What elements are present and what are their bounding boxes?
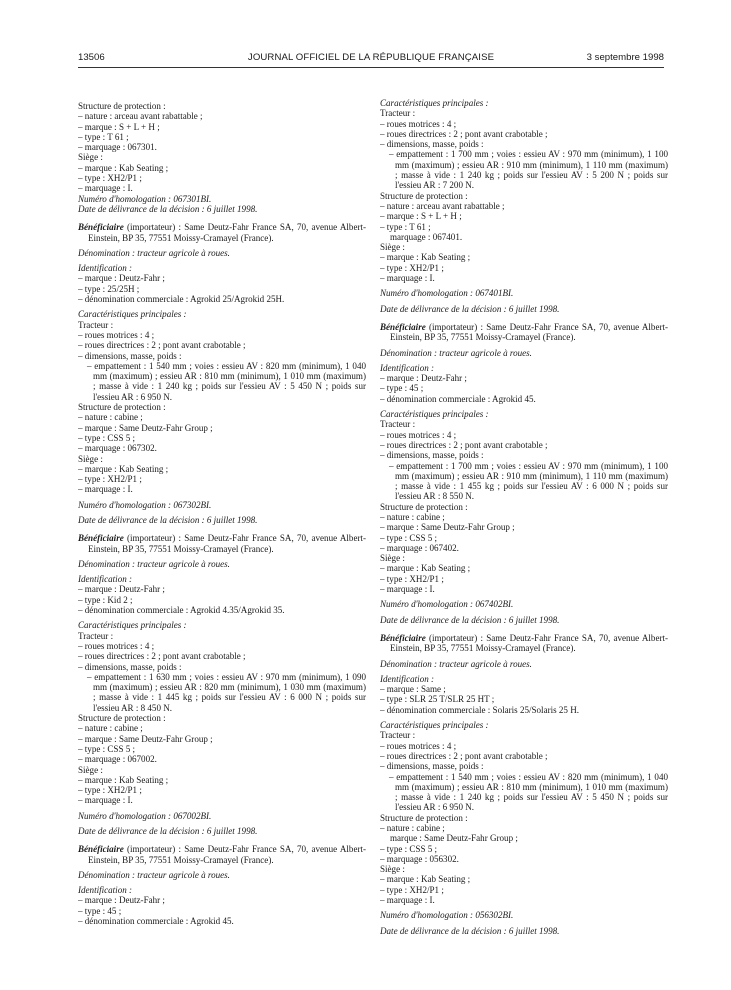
list-item: – marquage : I. xyxy=(380,273,435,284)
list-item: – type : CSS 5 ; xyxy=(78,743,136,754)
list-item: – dimensions, masse, poids : xyxy=(78,350,182,361)
decision-date: Date de délivrance de la décision : 6 juillet 1998. xyxy=(78,514,258,525)
homologation-number: Numéro d'homologation : 067402BI. xyxy=(380,599,514,610)
list-item: – nature : cabine ; xyxy=(380,511,445,522)
list-item: – marquage : 067002. xyxy=(78,754,157,765)
beneficiary-label: Bénéficiaire xyxy=(78,222,124,233)
tractor-heading: Tracteur : xyxy=(380,419,416,430)
denomination: Dénomination : tracteur agricole à roues. xyxy=(78,869,230,880)
beneficiary-text: (importateur) : Same Deutz-Fahr France SA, 70, avenue Albert-Einstein, BP 35, 77551 Moissy-Cramayel (France). xyxy=(390,632,668,654)
list-item: – type : XH2/P1 ; xyxy=(78,474,142,485)
characteristics-heading: Caractéristiques principales : xyxy=(380,720,489,731)
list-item: – marque : Kab Seating ; xyxy=(78,774,169,785)
list-item: – marque : Same ; xyxy=(380,684,446,695)
list-item: – marque : Deutz-Fahr ; xyxy=(380,373,467,384)
identification-heading: Identification : xyxy=(78,574,133,585)
beneficiary-label: Bénéficiaire xyxy=(380,321,426,332)
list-item: – type : CSS 5 ; xyxy=(78,432,136,443)
characteristics-heading: Caractéristiques principales : xyxy=(380,409,489,420)
list-item: – marque : Same Deutz-Fahr Group ; xyxy=(380,522,515,533)
dimensions-detail: – empattement : 1 540 mm ; voies : essieu AV : 820 mm (minimum), 1 040 mm (maximum) ; essieu AR : 810 mm (minimum), 1 010 mm (maximum) ; masse à vide : 1 240 kg ; poids sur l'essieu AV : 5 450 N ; poids sur l'essieu AR : 6 950 N. xyxy=(389,771,668,813)
list-item: – type : SLR 25 T/SLR 25 HT ; xyxy=(380,694,495,705)
characteristics-heading: Caractéristiques principales : xyxy=(78,620,187,631)
list-item: – marque : Kab Seating ; xyxy=(380,252,471,263)
list-item: – type : XH2/P1 ; xyxy=(78,173,142,184)
denomination: Dénomination : tracteur agricole à roues. xyxy=(380,347,532,358)
page-header xyxy=(78,52,664,66)
header-rule xyxy=(78,67,664,68)
tractor-heading: Tracteur : xyxy=(78,630,114,641)
notice-block xyxy=(380,633,668,936)
beneficiary xyxy=(78,844,366,865)
characteristics-heading: Caractéristiques principales : xyxy=(78,309,187,320)
list-item: – dénomination commerciale : Agrokid 45. xyxy=(380,393,536,404)
list-item: – dimensions, masse, poids : xyxy=(380,450,484,461)
list-item: – marque : S + L + H ; xyxy=(380,211,462,222)
decision-date: Date de délivrance de la décision : 6 juillet 1998. xyxy=(380,614,560,625)
tractor-heading: Tracteur : xyxy=(380,108,416,119)
protection-heading: Structure de protection : xyxy=(78,402,166,413)
list-item: – type : 25/25H ; xyxy=(78,283,140,294)
right-column xyxy=(380,98,668,936)
notice-block xyxy=(78,101,366,214)
denomination: Dénomination : tracteur agricole à roues. xyxy=(380,658,532,669)
list-item: – roues directrices : 2 ; pont avant crabotable ; xyxy=(380,128,548,139)
list-item: – marquage : 067301. xyxy=(78,142,157,153)
decision-date: Date de délivrance de la décision : 6 juillet 1998. xyxy=(380,303,560,314)
list-item: – type : CSS 5 ; xyxy=(380,532,438,543)
list-item: – marquage : I. xyxy=(78,795,133,806)
decision-date: Date de délivrance de la décision : 6 juillet 1998. xyxy=(380,925,560,936)
notice-block xyxy=(380,98,668,314)
seat-heading: Siège : xyxy=(380,553,405,564)
beneficiary xyxy=(380,633,668,654)
list-item: – marque : Kab Seating ; xyxy=(78,463,169,474)
list-item: – roues motrices : 4 ; xyxy=(380,740,457,751)
denomination: Dénomination : tracteur agricole à roues. xyxy=(78,247,230,258)
dimensions-detail: – empattement : 1 630 mm ; voies : essieu AV : 970 mm (minimum), 1 090 mm (maximum) ; essieu AR : 820 mm (minimum), 1 030 mm (maximum) ; masse à vide : 1 445 kg ; poids sur l'essieu AV : 6 000 N ; poids sur l'essieu AR : 8 450 N. xyxy=(87,671,366,713)
notice-block xyxy=(78,222,366,525)
homologation-number: Numéro d'homologation : 067301BI. xyxy=(78,193,212,204)
identification-heading: Identification : xyxy=(380,362,435,373)
tractor-heading: Tracteur : xyxy=(78,319,114,330)
list-item: – dénomination commerciale : Agrokid 25/Agrokid 25H. xyxy=(78,294,285,305)
beneficiary xyxy=(78,222,366,243)
list-item: – type : XH2/P1 ; xyxy=(380,884,444,895)
list-item: – type : XH2/P1 ; xyxy=(380,573,444,584)
protection-heading: Structure de protection : xyxy=(380,190,468,201)
list-item: – dénomination commerciale : Solaris 25/Solaris 25 H. xyxy=(380,704,579,715)
dimensions-detail: – empattement : 1 700 mm ; voies : essieu AV : 970 mm (minimum), 1 100 mm (maximum) ; essieu AR : 910 mm (minimum), 1 110 mm (maximum) ; masse à vide : 1 240 kg ; poids sur l'essieu AV : 5 200 N ; poids sur l'essieu AR : 7 200 N. xyxy=(389,149,668,191)
notice-block xyxy=(78,844,366,926)
journal-title: JOURNAL OFFICIEL DE LA RÉPUBLIQUE FRANÇAISE xyxy=(247,52,495,63)
beneficiary-label: Bénéficiaire xyxy=(78,844,124,855)
list-item: – marque : Kab Seating ; xyxy=(380,563,471,574)
list-item: – type : CSS 5 ; xyxy=(380,843,438,854)
list-item: – roues directrices : 2 ; pont avant crabotable ; xyxy=(380,439,548,450)
list-item: marquage : 067401. xyxy=(390,231,463,242)
identification-heading: Identification : xyxy=(380,673,435,684)
homologation-number: Numéro d'homologation : 067302BI. xyxy=(78,499,212,510)
list-item: – marquage : I. xyxy=(380,895,435,906)
list-item: – marque : Kab Seating ; xyxy=(380,874,471,885)
notice-block xyxy=(78,533,366,836)
list-item: – type : T 61 ; xyxy=(380,221,431,232)
list-item: – marque : Deutz-Fahr ; xyxy=(78,273,165,284)
list-item: – nature : arceau avant rabattable ; xyxy=(78,111,203,122)
list-item: – roues directrices : 2 ; pont avant crabotable ; xyxy=(78,651,246,662)
list-item: – dénomination commerciale : Agrokid 4.35/Agrokid 35. xyxy=(78,605,285,616)
seat-heading: Siège : xyxy=(78,453,103,464)
list-item: – roues motrices : 4 ; xyxy=(380,118,457,129)
list-item: – nature : arceau avant rabattable ; xyxy=(380,200,505,211)
seat-heading: Siège : xyxy=(78,152,103,163)
dimensions-detail: – empattement : 1 700 mm ; voies : essieu AV : 970 mm (minimum), 1 100 mm (maximum) ; essieu AR : 910 mm (minimum), 1 110 mm (maximum) ; masse à vide : 1 455 kg ; poids sur l'essieu AV : 6 000 N ; poids sur l'essieu AR : 8 550 N. xyxy=(389,460,668,502)
list-item: – marque : Same Deutz-Fahr Group ; xyxy=(78,733,213,744)
homologation-number: Numéro d'homologation : 067002BI. xyxy=(78,810,212,821)
issue-date: 3 septembre 1998 xyxy=(586,52,664,63)
denomination: Dénomination : tracteur agricole à roues. xyxy=(78,558,230,569)
tractor-heading: Tracteur : xyxy=(380,730,416,741)
notice-block xyxy=(380,322,668,625)
beneficiary xyxy=(78,533,366,554)
beneficiary-text: (importateur) : Same Deutz-Fahr France SA, 70, avenue Albert-Einstein, BP 35, 77551 Moissy-Cramayel (France). xyxy=(390,321,668,343)
list-item: – type : 45 ; xyxy=(380,383,424,394)
list-item: – roues motrices : 4 ; xyxy=(78,329,155,340)
decision-date: Date de délivrance de la décision : 6 juillet 1998. xyxy=(78,203,258,214)
list-item: – marquage : 056302. xyxy=(380,853,459,864)
list-item: – roues motrices : 4 ; xyxy=(380,429,457,440)
beneficiary xyxy=(380,322,668,343)
seat-heading: Siège : xyxy=(78,764,103,775)
list-item: – marquage : 067402. xyxy=(380,542,459,553)
beneficiary-text: (importateur) : Same Deutz-Fahr France SA, 70, avenue Albert-Einstein, BP 35, 77551 Moissy-Cramayel (France). xyxy=(88,844,366,865)
list-item: – type : 45 ; xyxy=(78,905,122,916)
list-item: – nature : cabine ; xyxy=(78,412,143,423)
list-item: – roues directrices : 2 ; pont avant crabotable ; xyxy=(78,340,246,351)
list-item: – type : XH2/P1 ; xyxy=(380,262,444,273)
beneficiary-label: Bénéficiaire xyxy=(78,533,124,544)
list-item: – marquage : I. xyxy=(78,183,133,194)
beneficiary-text: (importateur) : Same Deutz-Fahr France SA, 70, avenue Albert-Einstein, BP 35, 77551 Moissy-Cramayel (France). xyxy=(88,222,366,243)
list-item: – dimensions, masse, poids : xyxy=(380,139,484,150)
list-item: – marquage : I. xyxy=(380,584,435,595)
decision-date: Date de délivrance de la décision : 6 juillet 1998. xyxy=(78,826,258,836)
list-item: – roues directrices : 2 ; pont avant crabotable ; xyxy=(380,750,548,761)
seat-heading: Siège : xyxy=(380,864,405,875)
list-item: – marque : Same Deutz-Fahr Group ; xyxy=(78,422,213,433)
list-item: – type : T 61 ; xyxy=(78,131,129,142)
list-item: – marquage : I. xyxy=(78,484,133,495)
list-item: – type : Kid 2 ; xyxy=(78,594,133,605)
protection-heading: Structure de protection : xyxy=(78,713,166,724)
list-item: – marquage : 067302. xyxy=(78,443,157,454)
homologation-number: Numéro d'homologation : 067401BI. xyxy=(380,288,514,299)
list-item: – marque : Deutz-Fahr ; xyxy=(78,895,165,906)
beneficiary-label: Bénéficiaire xyxy=(380,632,426,643)
left-column xyxy=(78,101,366,926)
page-number: 13506 xyxy=(78,52,105,63)
beneficiary-text: (importateur) : Same Deutz-Fahr France SA, 70, avenue Albert-Einstein, BP 35, 77551 Moissy-Cramayel (France). xyxy=(88,533,366,554)
list-item: – marque : S + L + H ; xyxy=(78,121,160,132)
identification-heading: Identification : xyxy=(78,263,133,274)
list-item: – dimensions, masse, poids : xyxy=(78,661,182,672)
protection-heading: Structure de protection : xyxy=(380,812,468,823)
dimensions-detail: – empattement : 1 540 mm ; voies : essieu AV : 820 mm (minimum), 1 040 mm (maximum) ; essieu AR : 810 mm (minimum), 1 010 mm (maximum) ; masse à vide : 1 240 kg ; poids sur l'essieu AV : 5 450 N ; poids sur l'essieu AR : 6 950 N. xyxy=(87,360,366,402)
protection-heading: Structure de protection : xyxy=(380,501,468,512)
protection-heading: Structure de protection : xyxy=(78,101,166,111)
seat-heading: Siège : xyxy=(380,242,405,253)
list-item: – roues motrices : 4 ; xyxy=(78,640,155,651)
list-item: – marque : Kab Seating ; xyxy=(78,162,169,173)
list-item: – dénomination commerciale : Agrokid 45. xyxy=(78,916,234,927)
list-item: – nature : cabine ; xyxy=(78,723,143,734)
characteristics-heading: Caractéristiques principales : xyxy=(380,98,489,108)
homologation-number: Numéro d'homologation : 056302BI. xyxy=(380,910,514,921)
list-item: – dimensions, masse, poids : xyxy=(380,761,484,772)
identification-heading: Identification : xyxy=(78,885,133,896)
list-item: – type : XH2/P1 ; xyxy=(78,785,142,796)
list-item: – marque : Deutz-Fahr ; xyxy=(78,584,165,595)
list-item: – nature : cabine ; xyxy=(380,823,445,833)
list-item: marque : Same Deutz-Fahr Group ; xyxy=(390,833,518,844)
